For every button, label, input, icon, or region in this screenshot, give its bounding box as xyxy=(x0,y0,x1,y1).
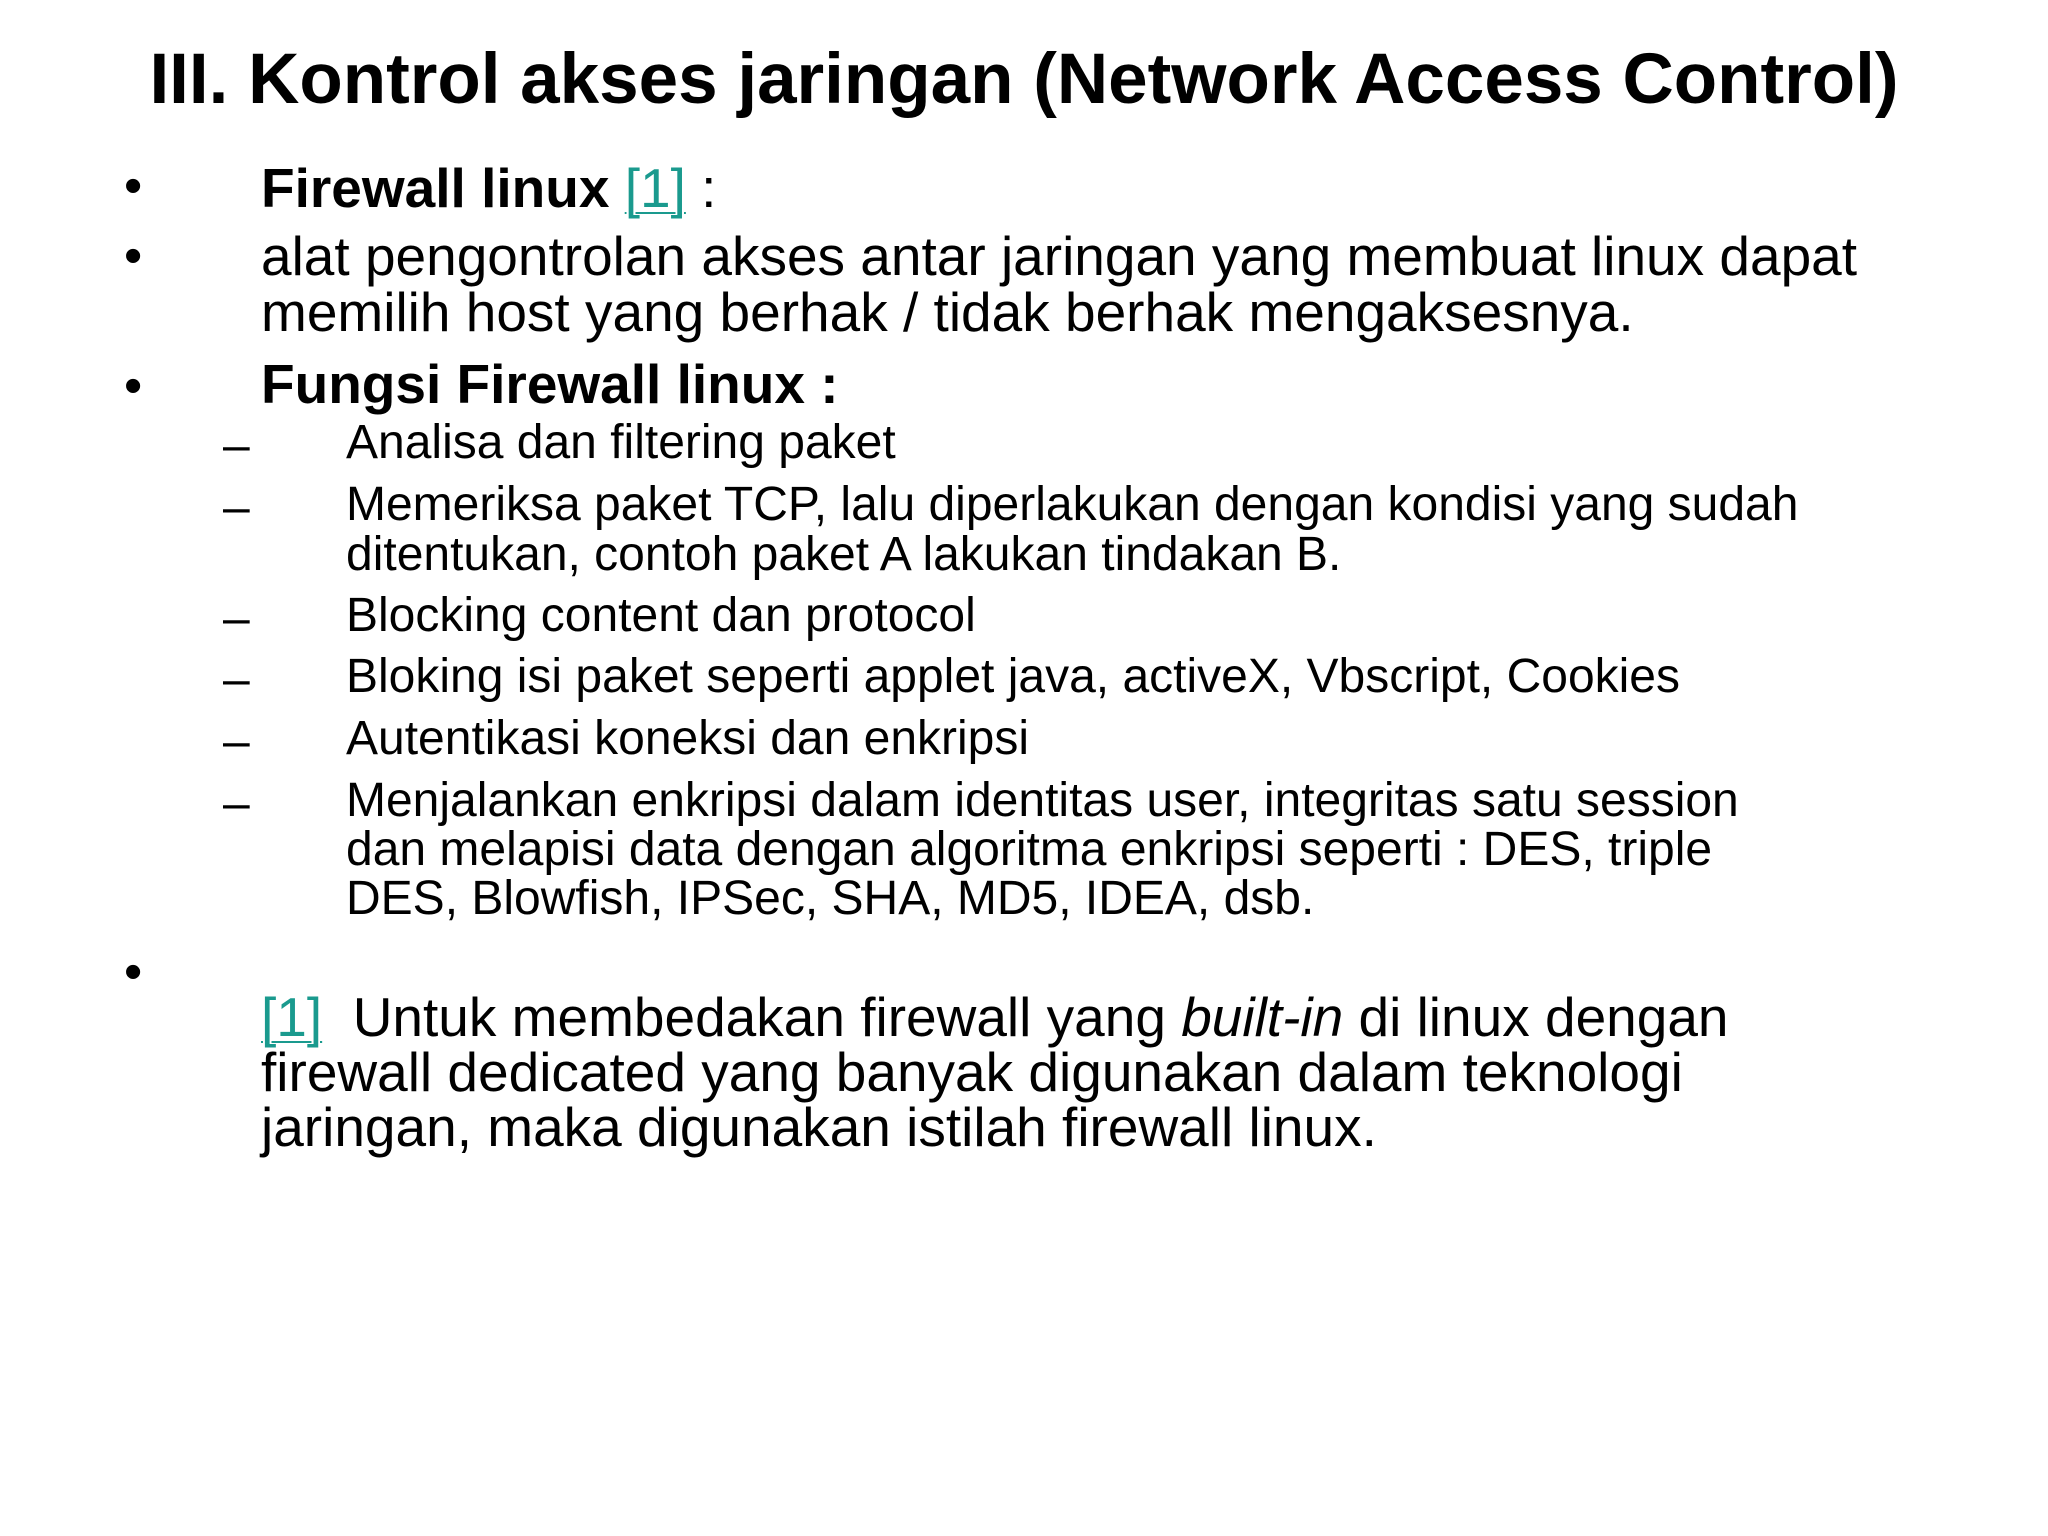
dash-marker: – xyxy=(223,653,250,706)
footnote-ref-link[interactable]: [1] xyxy=(624,157,686,219)
dash-marker: – xyxy=(223,419,250,472)
function-item: Menjalankan enkripsi dalam identitas user, integritas satu session xyxy=(346,774,1739,827)
footnote-line-3: jaringan, maka digunakan istilah firewall linux. xyxy=(261,1096,1377,1158)
firewall-colon: : xyxy=(685,157,717,219)
function-item: Blocking content dan protocol xyxy=(346,589,976,642)
function-item: Bloking isi paket seperti applet java, activeX, Vbscript, Cookies xyxy=(346,650,1680,703)
function-item: Analisa dan filtering paket xyxy=(346,416,896,469)
function-item-continuation: DES, Blowfish, IPSec, SHA, MD5, IDEA, dsb. xyxy=(346,872,1315,925)
dash-marker: – xyxy=(223,715,250,768)
footnote-text: di linux dengan xyxy=(1343,986,1729,1048)
function-item: Memeriksa paket TCP, lalu diperlakukan dengan kondisi yang sudah xyxy=(346,478,1799,531)
bullet-marker: • xyxy=(124,157,143,215)
firewall-heading xyxy=(261,157,717,219)
definition-line-1: alat pengontrolan akses antar jaringan yang membuat linux dapat xyxy=(261,225,1858,287)
dash-marker: – xyxy=(223,481,250,534)
function-item: Autentikasi koneksi dan enkripsi xyxy=(346,712,1030,765)
footnote-line-2: firewall dedicated yang banyak digunakan dalam teknologi xyxy=(261,1041,1683,1103)
footnote-text: Untuk membedakan firewall yang xyxy=(322,986,1182,1048)
fungsi-heading: Fungsi Firewall linux : xyxy=(261,353,839,415)
footnote-line-1 xyxy=(261,986,1729,1048)
function-item-continuation: ditentukan, contoh paket A lakukan tindakan B. xyxy=(346,528,1342,581)
bullet-marker: • xyxy=(124,943,143,1001)
bullet-marker: • xyxy=(124,227,143,285)
dash-marker: – xyxy=(223,592,250,645)
bullet-marker: • xyxy=(124,357,143,415)
footnote-ref-anchor[interactable]: [1] xyxy=(261,986,323,1048)
definition-line-2: memilih host yang berhak / tidak berhak mengaksesnya. xyxy=(261,281,1634,343)
firewall-label: Firewall linux xyxy=(261,157,610,219)
function-item-continuation: dan melapisi data dengan algoritma enkripsi seperti : DES, triple xyxy=(346,823,1713,876)
dash-marker: – xyxy=(223,777,250,830)
footnote xyxy=(261,986,1729,1158)
footnote-italic: built-in xyxy=(1181,986,1344,1048)
slide-title: III. Kontrol akses jaringan (Network Access Control) xyxy=(149,40,1899,119)
